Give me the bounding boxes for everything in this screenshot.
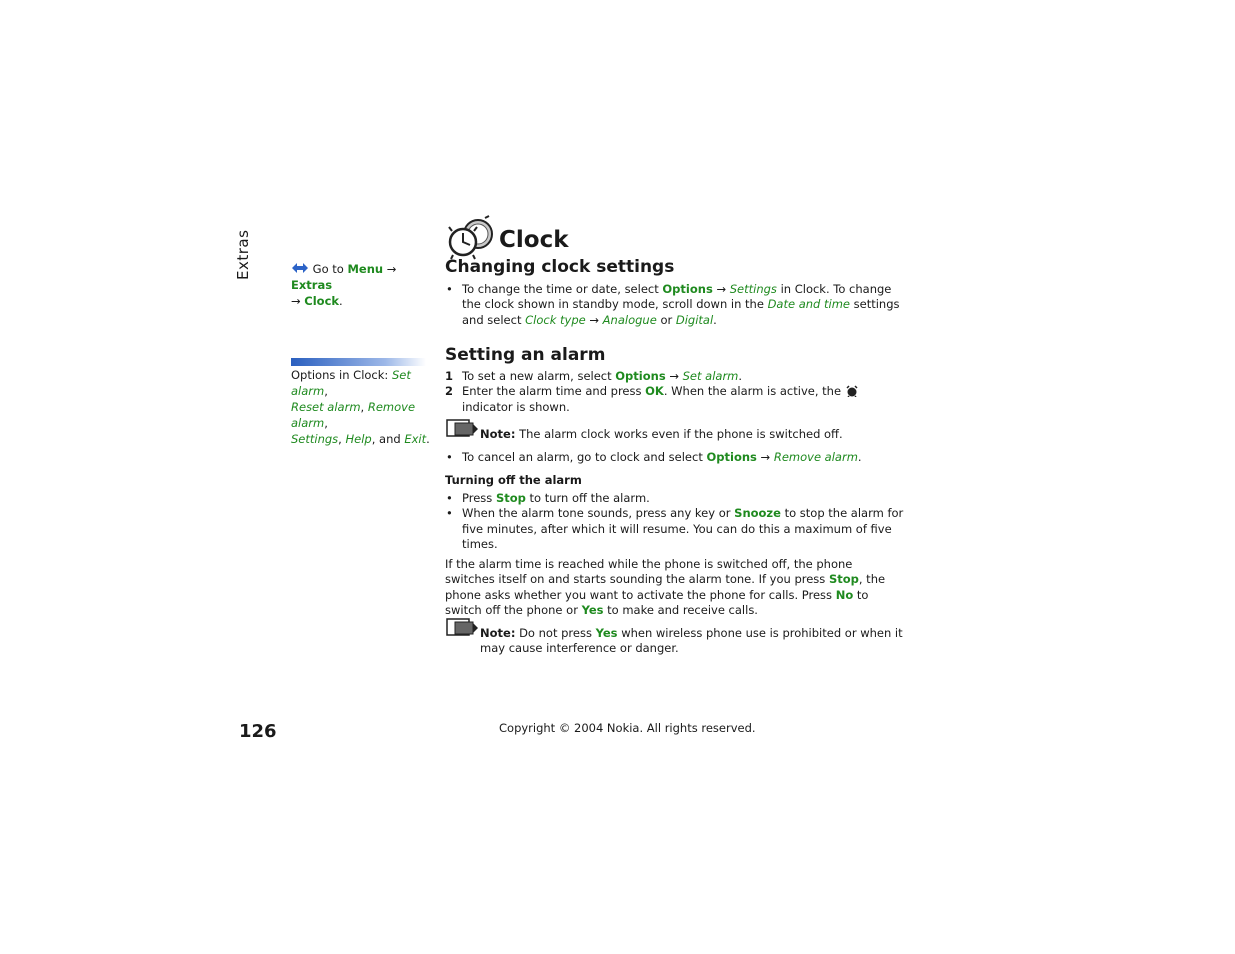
list-item: • To cancel an alarm, go to clock and select Options → Remove alarm.: [445, 450, 905, 466]
section-changing-clock-settings: [445, 257, 905, 328]
menu-link: Menu: [347, 262, 384, 276]
list-item: • Press Stop to turn off the alarm.: [445, 491, 905, 507]
section-heading: Changing clock settings: [445, 257, 675, 277]
note: Note: Do not press Yes when wireless phone use is prohibited or when it may cause interference or danger.: [445, 626, 905, 657]
extras-link: Extras: [291, 278, 333, 292]
alarm-indicator-icon: [845, 385, 859, 397]
subheading: Turning off the alarm: [445, 473, 582, 487]
step-1: 1 To set a new alarm, select Options → Set alarm.: [445, 368, 743, 383]
step-2: 2 Enter the alarm time and press OK. When the alarm is active, the indicator is shown.: [445, 384, 905, 415]
section-setting-an-alarm: [445, 345, 905, 657]
side-tab-label: Extras: [234, 229, 252, 280]
note-icon: [445, 617, 479, 637]
note: Note: The alarm clock works even if the phone is switched off.: [445, 427, 905, 443]
shortcut-arrow-icon: [291, 262, 309, 274]
page-number: 126: [239, 721, 277, 742]
alarm-clock-icon: [445, 214, 495, 260]
section-heading: Setting an alarm: [445, 345, 606, 365]
list-item: • To change the time or date, select Options → Settings in Clock. To change the clock shown in standby mode, scroll down in the Date and time settings and select Clock type → Analogue or Digital.: [445, 282, 905, 329]
copyright-footer: Copyright © 2004 Nokia. All rights reserved.: [499, 721, 756, 735]
clock-link: Clock: [304, 294, 340, 308]
paragraph: If the alarm time is reached while the phone is switched off, the phone switches itself on and starts sounding the alarm tone. If you press Stop, the phone asks whether you want to activate the phone for calls. Press No to switch off the phone or Yes to make and receive calls.: [445, 556, 886, 617]
note-icon: [445, 418, 479, 438]
margin-bar: [291, 358, 426, 366]
margin-goto: Go to Menu → Extras → Clock.: [291, 262, 397, 308]
page-title: Clock: [499, 227, 569, 253]
side-tab: [234, 229, 274, 292]
margin-options: Options in Clock: Set alarm, Reset alarm, Remove alarm, Settings, Help, and Exit.: [291, 358, 431, 447]
list-item: • When the alarm tone sounds, press any key or Snooze to stop the alarm for five minutes, after which it will resume. You can do this a maximum of five times.: [445, 506, 905, 553]
